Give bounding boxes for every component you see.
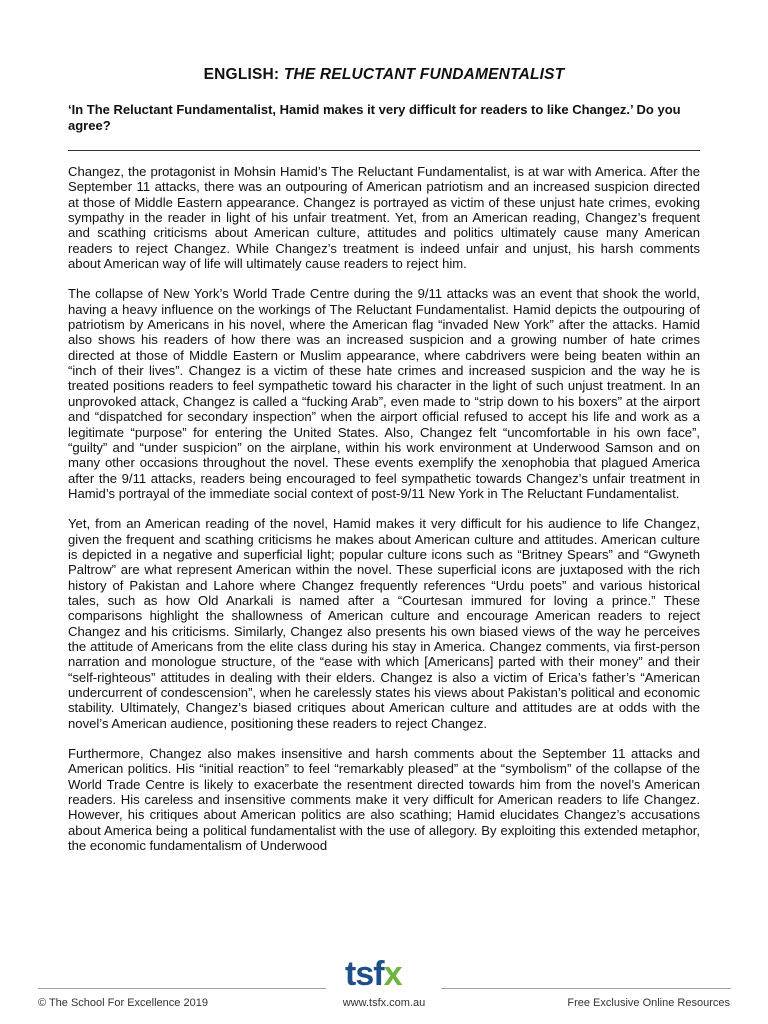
footer-divider-right [441, 988, 731, 989]
footer-copyright: © The School For Excellence 2019 [38, 997, 208, 1009]
essay-prompt: ‘In The Reluctant Fundamentalist, Hamid makes it very difficult for readers to like Changez.’ Do you agree? [68, 102, 681, 133]
tsfx-logo-icon [341, 952, 427, 992]
paragraph: Yet, from an American reading of the novel, Hamid makes it very difficult for his audience to life Changez, given the frequent and scathing criticisms he makes about American culture and attitudes. American culture is depicted in a negative and superficial light; popular culture icons such as “Britney Spears” and “Gwyneth Paltrow” are what represent American within the novel. These superficial icons are juxtaposed with the rich history of Pakistan and Lahore where Changez frequently references “Urdu poets” and various historical tales, such as how Old Anarkali is named after a “Courtesan immured for loving a prince.” These comparisons highlight the shallowness of American culture and encourage American readers to reject Changez and his criticisms. Similarly, Changez also presents his own biased views of the way he perceives the attitude of Americans from the elite class during his stay in America. Changez comments, via first-person narration and monologue structure, of the “ease with which [Americans] parted with their money” and their “self-righteous” attitudes in dealing with their elders. Changez is also a victim of Erica’s father’s “American undercurrent of condescension”, when he carelessly states his views about Pakistan’s political and economic stability. Ultimately, Changez’s biased critiques about American culture and attitudes are at odds with the novel’s American audience, positioning these readers to reject Changez. [68, 516, 700, 731]
logo-wordmark: tsfx [345, 955, 402, 992]
footer-divider-left [38, 988, 326, 989]
book-title: THE RELUCTANT FUNDAMENTALIST [283, 66, 565, 83]
divider [68, 150, 700, 151]
paragraph: Furthermore, Changez also makes insensitive and harsh comments about the September 11 attacks and American politics. His “initial reaction” to feel “remarkably pleased” at the “symbolism” of the collapse of the World Trade Centre is likely to exacerbate the resentment directed towards him from the novel’s American readers. His careless and insensitive comments make it very difficult for American readers to life Changez. However, his critiques about American politics are also scathing; Hamid elucidates Changez’s accusations about America being a political fundamentalist with the use of allegory. By exploiting this extended metaphor, the economic fundamentalism of Underwood [68, 746, 700, 854]
essay-body [68, 164, 700, 868]
subject-label: ENGLISH: [203, 66, 280, 83]
footer-resources: Free Exclusive Online Resources [567, 997, 730, 1009]
footer-url-link[interactable]: www.tsfx.com.au [342, 997, 426, 1009]
page-title [0, 66, 768, 84]
paragraph: Changez, the protagonist in Mohsin Hamid’s The Reluctant Fundamentalist, is at war with America. After the September 11 attacks, there was an outpouring of American patriotism and an increased suspicion directed at those of Middle Eastern appearance. Changez is portrayed as victim of these unjust hate crimes, evoking sympathy in the reader in light of his unfair treatment. Yet, from an American reading, Changez’s frequent and scathing criticisms about American culture, attitudes and politics ultimately cause many American readers to reject Changez. While Changez’s treatment is indeed unfair and unjust, his harsh comments about American way of life will ultimately cause readers to reject him. [68, 164, 700, 272]
tsfx-logo [341, 952, 427, 992]
paragraph: The collapse of New York’s World Trade Centre during the 9/11 attacks was an event that shook the world, having a heavy influence on the workings of The Reluctant Fundamentalist. Hamid depicts the outpouring of patriotism by Americans in his novel, where the American flag “invaded New York” after the attacks. Hamid also shows his readers of how there was an increased suspicion and a growing number of hate crimes directed at those of Middle Eastern or Muslim appearance, where cabdrivers were being beaten within an “inch of their lives”. Changez is a victim of these hate crimes and increased suspicion and the way he is treated positions readers to feel sympathetic toward his character in the light of such unjust treatment. In an unprovoked attack, Changez is called a “fucking Arab”, even made to “strip down to his boxers” at the airport and “dispatched for secondary inspection” when the airport official refused to accept his life and work as a legitimate “purpose” for entering the United States. Also, Changez felt “uncomfortable in his own face”, “guilty” and “under suspicion” on the airplane, within his work environment at Underwood Samson and on many other occasions throughout the novel. These events exemplify the xenophobia that plagued America after the 9/11 attacks, readers being encouraged to feel sympathetic towards Changez’s unfair treatment in Hamid’s portrayal of the immediate social context of post-9/11 New York in The Reluctant Fundamentalist. [68, 286, 700, 501]
